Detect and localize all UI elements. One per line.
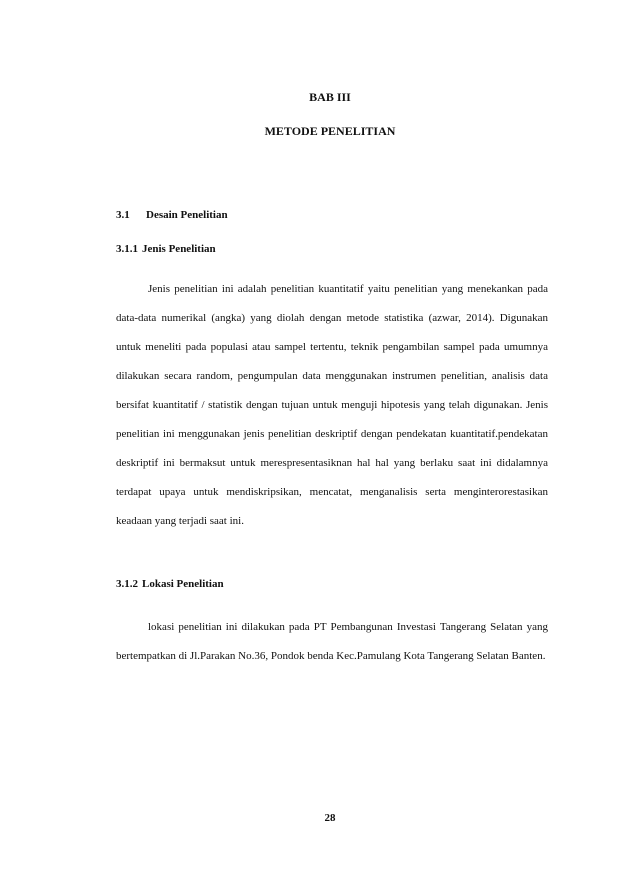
chapter-title: METODE PENELITIAN — [264, 124, 396, 138]
paragraph-lokasi-penelitian: lokasi penelitian ini dilakukan pada PT Pembangunan Investasi Tangerang Selatan yang bertempatkan di Jl.Parakan No.36, Pondok benda Kec.Pamulang Kota Tangerang Selatan Banten. — [116, 621, 548, 662]
subsection-title: Jenis Penelitian — [142, 243, 216, 255]
subsection-title: Lokasi Penelitian — [142, 578, 224, 590]
subsection-heading-jenis — [116, 243, 216, 255]
subsection-heading-lokasi — [116, 578, 224, 590]
section-number: 3.1 — [116, 209, 130, 221]
paragraph-jenis-penelitian: Jenis penelitian ini adalah penelitian kuantitatif yaitu penelitian yang menekankan pada data-data numerikal (angka) yang diolah dengan metode statistika (azwar, 2014). Digunakan untuk meneliti pada populasi atau sampel tertentu, teknik pengambilan sampel pada umumnya dilakukan secara random, pengumpulan data menggunakan instrumen penelitian, analisis data bersifat kuantitatif / statistik dengan tujuan untuk menguji hipotesis yang telah digunakan. Jenis penelitian ini menggunakan jenis penelitian deskriptif dengan pendekatan kuantitatif.pendekatan deskriptif ini bermaksut untuk merespresentasiknan hal hal yang berlaku saat ini didalamnya terdapat upaya untuk mendiskripsikan, mencatat, menganalisis serta menginterorestasikan keadaan yang terjadi saat ini. — [116, 283, 548, 527]
page-number: 28 — [324, 812, 336, 824]
chapter-label: BAB III — [309, 90, 351, 104]
subsection-number: 3.1.2 — [116, 578, 138, 590]
section-title: Desain Penelitian — [146, 209, 228, 221]
section-heading — [116, 209, 228, 221]
subsection-number: 3.1.1 — [116, 243, 138, 255]
